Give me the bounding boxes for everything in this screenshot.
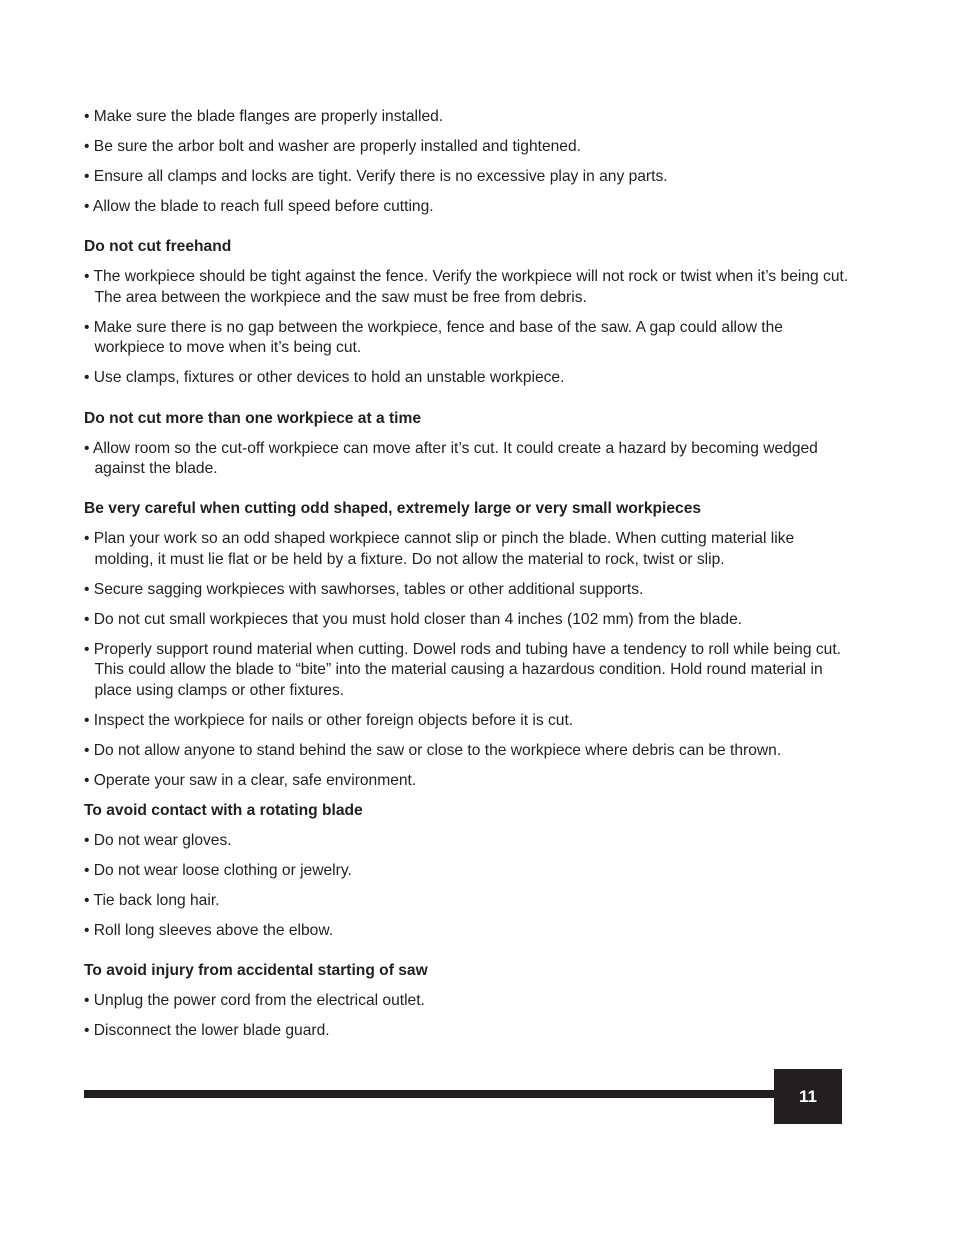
page-number-box	[774, 1069, 842, 1124]
bullet-item: • Do not wear loose clothing or jewelry.	[84, 861, 352, 879]
bullet-item: • Inspect the workpiece for nails or other foreign objects before it is cut.	[84, 711, 574, 729]
bullet-item: • Unplug the power cord from the electrical outlet.	[84, 992, 425, 1010]
bullet-item: • Ensure all clamps and locks are tight. Verify there is no excessive play in any parts.	[84, 168, 668, 185]
section-heading: Be very careful when cutting odd shaped, extremely large or very small workpieces	[84, 500, 702, 518]
page-number: 11	[799, 1086, 817, 1106]
bullet-item: • Be sure the arbor bolt and washer are properly installed and tightened.	[84, 138, 581, 155]
bullet-item: • Use clamps, fixtures or other devices to hold an unstable workpiece.	[84, 369, 565, 387]
bullet-item: • Do not allow anyone to stand behind the saw or close to the workpiece where debris can be thrown.	[84, 741, 782, 759]
bullet-item: • Secure sagging workpieces with sawhorses, tables or other additional supports.	[84, 580, 644, 598]
bullet-item: • The workpiece should be tight against the fence. Verify the workpiece will not rock or twist when it’s being cut. The area between the workpiece and the saw must be free from debris.	[84, 268, 849, 306]
bullet-item: • Make sure there is no gap between the workpiece, fence and base of the saw. A gap could allow the workpiece to move when it’s being cut.	[84, 318, 783, 357]
section-heading: Do not cut more than one workpiece at a time	[84, 409, 422, 427]
section-heading: Do not cut freehand	[84, 238, 232, 256]
bullet-item: • Allow room so the cut-off workpiece can move after it’s cut. It could create a hazard by becoming wedged against the blade.	[84, 439, 818, 478]
document-body	[84, 107, 849, 1051]
bullet-item: • Plan your work so an odd shaped workpiece cannot slip or pinch the blade. When cutting material like molding, it must lie flat or be held by a fixture. Do not allow the material to rock, twist or slip.	[84, 530, 795, 568]
section-heading: To avoid injury from accidental starting of saw	[84, 962, 428, 980]
bullet-item: • Roll long sleeves above the elbow.	[84, 921, 334, 939]
bullet-item: • Allow the blade to reach full speed before cutting.	[84, 198, 434, 215]
footer-rule	[84, 1090, 778, 1098]
bullet-item: • Operate your saw in a clear, safe environment.	[84, 771, 417, 789]
bullet-item: • Tie back long hair.	[84, 891, 220, 909]
bullet-item: • Do not cut small workpieces that you must hold closer than 4 inches (102 mm) from the blade.	[84, 610, 743, 628]
bullet-item: • Make sure the blade flanges are properly installed.	[84, 108, 444, 125]
bullet-item: • Properly support round material when cutting. Dowel rods and tubing have a tendency to roll while being cut. This could allow the blade to “bite” into the material causing a hazardous condition. Hold round material in place using clamps or other fixtures.	[84, 640, 841, 699]
section-heading: To avoid contact with a rotating blade	[84, 801, 363, 819]
bullet-item: • Disconnect the lower blade guard.	[84, 1022, 330, 1040]
bullet-item: • Do not wear gloves.	[84, 831, 232, 849]
